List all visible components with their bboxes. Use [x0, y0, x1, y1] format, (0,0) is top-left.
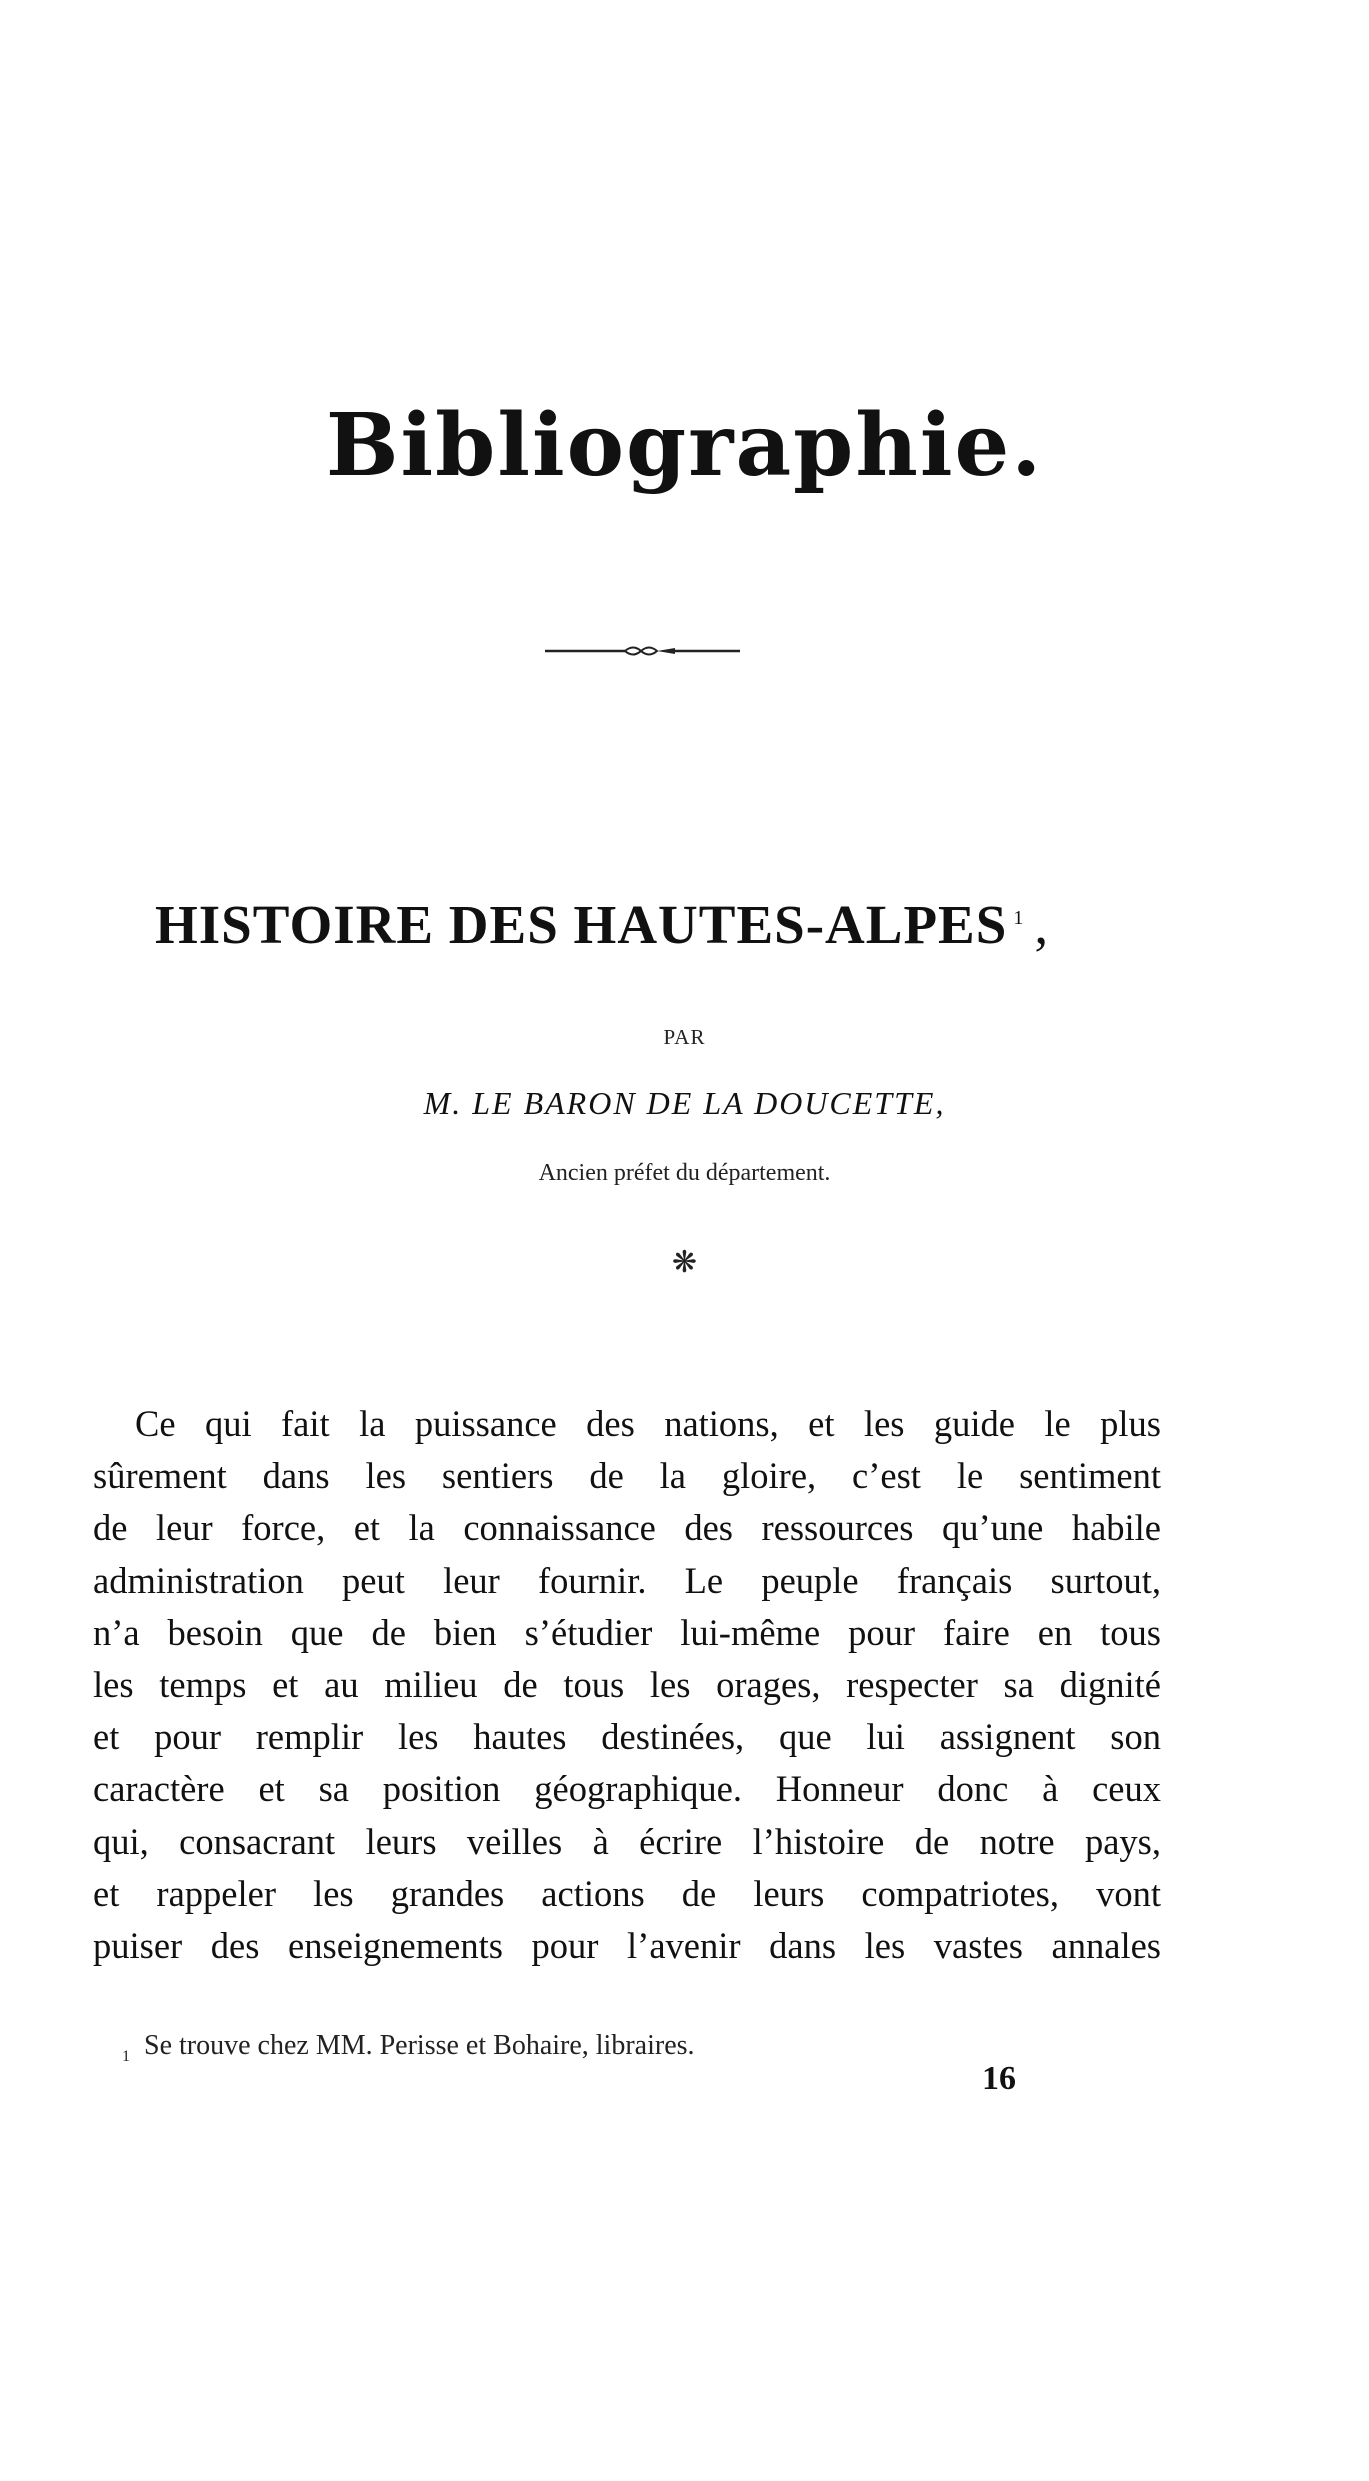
article-title — [155, 893, 1155, 956]
body-line: administration peut leur fournir. Le peuple français surtout, — [93, 1559, 1161, 1601]
section-heading: Bibliographie. — [325, 395, 1044, 496]
asterism-icon: ❋ — [671, 1246, 698, 1279]
footnote — [122, 2030, 695, 2066]
body-line: et rappeler les grandes actions de leurs compatriotes, vont — [93, 1872, 1161, 1914]
title-footnote-ref: 1 — [1013, 906, 1025, 929]
body-line: sûrement dans les sentiers de la gloire, c’est le sentiment — [93, 1455, 1161, 1497]
body-line: Ce qui fait la puissance des nations, et les guide le plus — [135, 1403, 1161, 1444]
page-number: 16 — [982, 2060, 1016, 2097]
author-name: M. LE BARON DE LA DOUCETTE, — [423, 1085, 946, 1121]
body-paragraph — [93, 1398, 1161, 1972]
footnote-text: Se trouve chez MM. Perisse et Bohaire, libraires. — [144, 2030, 695, 2061]
title-trailing-comma: , — [1034, 894, 1050, 955]
body-line: et pour remplir les hautes destinées, que lui assignent son — [93, 1716, 1161, 1758]
ornament-divider-icon — [545, 640, 740, 662]
body-line: qui, consacrant leurs veilles à écrire l’histoire de notre pays, — [93, 1820, 1161, 1862]
author-role: Ancien préfet du département. — [538, 1160, 831, 1186]
footnote-mark: 1 — [122, 2047, 130, 2065]
body-line: les temps et au milieu de tous les orages, respecter sa dignité — [93, 1664, 1161, 1706]
body-line: de leur force, et la connaissance des ressources qu’une habile — [93, 1507, 1161, 1549]
body-line: puiser des enseignements pour l’avenir dans les vastes annales — [93, 1925, 1161, 1967]
by-label: PAR — [663, 1025, 706, 1049]
body-line: n’a besoin que de bien s’étudier lui-même pour faire en tous — [93, 1611, 1161, 1653]
article-title-text: HISTOIRE DES HAUTES-ALPES — [155, 894, 1008, 955]
body-line: caractère et sa position géographique. Honneur donc à ceux — [93, 1768, 1161, 1810]
